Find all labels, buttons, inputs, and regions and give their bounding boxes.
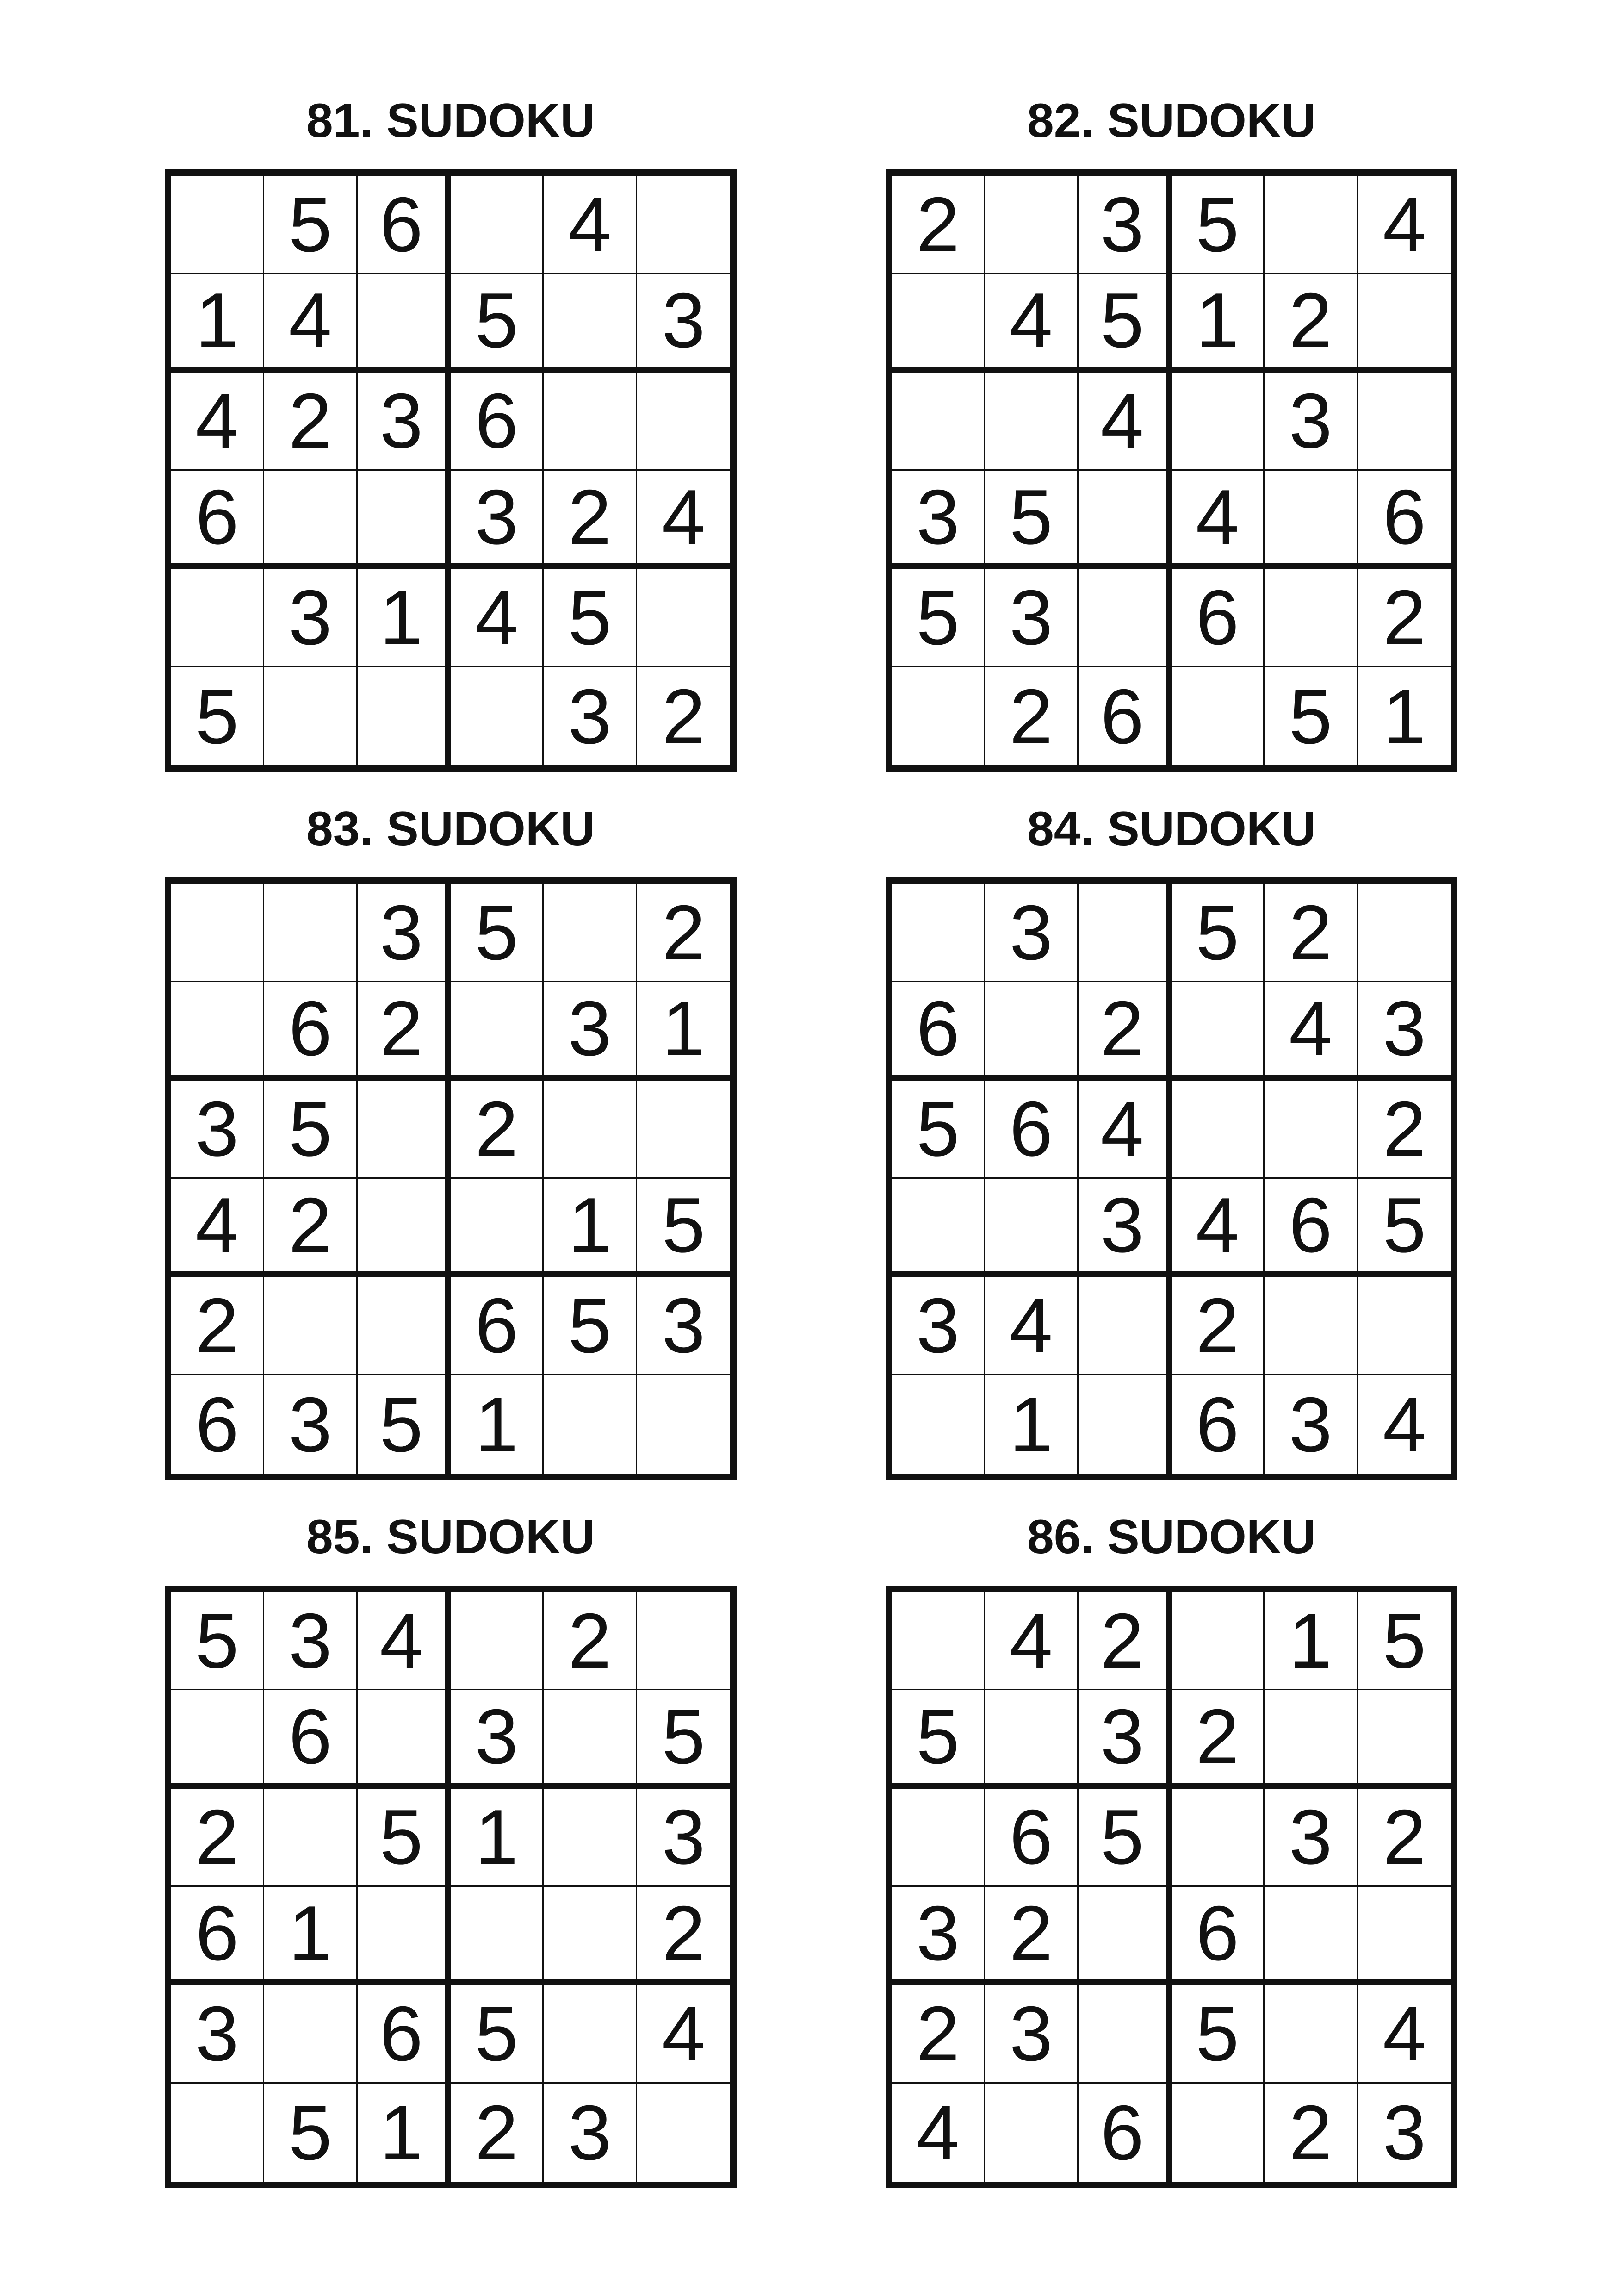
- sudoku-cell: 4: [637, 471, 730, 569]
- sudoku-grid: [165, 877, 737, 1480]
- sudoku-cell: 2: [1172, 1277, 1265, 1375]
- sudoku-cell: [451, 1887, 544, 1985]
- sudoku-cell: 3: [171, 1985, 264, 2083]
- sudoku-cell: 6: [1172, 1887, 1265, 1985]
- sudoku-cell: [892, 1789, 985, 1887]
- sudoku-cell: [171, 1690, 264, 1788]
- sudoku-cell: 2: [544, 1592, 637, 1690]
- sudoku-cell: [637, 176, 730, 274]
- puzzle-title: 85. SUDOKU: [306, 1510, 595, 1564]
- sudoku-cell: 3: [985, 884, 1078, 982]
- sudoku-cell: 5: [171, 667, 264, 765]
- sudoku-cell: 3: [544, 982, 637, 1080]
- sudoku-cell: 1: [171, 274, 264, 372]
- sudoku-cell: 5: [1358, 1179, 1451, 1277]
- sudoku-cell: [637, 373, 730, 471]
- sudoku-cell: [1079, 1887, 1172, 1985]
- sudoku-cell: 5: [358, 1375, 451, 1474]
- sudoku-cell: 3: [1358, 982, 1451, 1080]
- sudoku-cell: 6: [451, 1277, 544, 1375]
- sudoku-cell: [264, 884, 357, 982]
- sudoku-cell: 4: [985, 274, 1078, 372]
- sudoku-cell: 1: [358, 2084, 451, 2182]
- sudoku-cell: [1172, 2084, 1265, 2182]
- sudoku-cell: 6: [1172, 1375, 1265, 1474]
- sudoku-cell: [358, 471, 451, 569]
- sudoku-grid: [886, 877, 1457, 1480]
- sudoku-cell: 1: [1172, 274, 1265, 372]
- sudoku-cell: 3: [985, 569, 1078, 667]
- sudoku-cell: [358, 1277, 451, 1375]
- sudoku-cell: 2: [662, 672, 706, 760]
- sudoku-cell: [985, 1690, 1078, 1788]
- sudoku-cell: 5: [1172, 1985, 1265, 2083]
- sudoku-cell: 4: [358, 1592, 451, 1690]
- sudoku-cell: 5: [264, 2084, 357, 2182]
- sudoku-cell: 4: [171, 1179, 264, 1277]
- sudoku-cell: 5: [264, 1081, 357, 1179]
- sudoku-cell: 4: [1079, 373, 1172, 471]
- sudoku-cell: [264, 1277, 357, 1375]
- sudoku-cell: 3: [1265, 373, 1358, 471]
- sudoku-cell: 6: [264, 982, 357, 1080]
- sudoku-cell: 3: [892, 471, 985, 569]
- sudoku-cell: [1265, 1690, 1358, 1788]
- sudoku-cell: 1: [985, 1375, 1078, 1474]
- sudoku-cell: 4: [264, 274, 357, 372]
- sudoku-cell: [985, 2084, 1078, 2182]
- sudoku-cell: 3: [358, 884, 451, 982]
- sudoku-cell: 3: [264, 569, 357, 667]
- sudoku-cell: [1172, 667, 1265, 765]
- sudoku-cell: [1358, 274, 1451, 372]
- sudoku-cell: [358, 1081, 451, 1179]
- sudoku-cell: 3: [637, 1277, 730, 1375]
- sudoku-cell: 2: [451, 2084, 544, 2182]
- sudoku-cell: 2: [1358, 1081, 1451, 1179]
- sudoku-cell: [358, 274, 451, 372]
- sudoku-cell: [892, 1592, 985, 1690]
- sudoku-cell: 2: [1358, 1789, 1451, 1887]
- sudoku-cell: [1265, 1887, 1358, 1985]
- sudoku-cell: 2: [1172, 1690, 1265, 1788]
- sudoku-cell: [1265, 569, 1358, 667]
- sudoku-cell: [1079, 1277, 1172, 1375]
- sudoku-cell: 2: [637, 1887, 730, 1985]
- sudoku-cell: 2: [358, 982, 451, 1080]
- sudoku-cell: 2: [892, 176, 985, 274]
- sudoku-cell: [264, 667, 357, 765]
- sudoku-cell: [1358, 1887, 1451, 1985]
- sudoku-cell: 5: [171, 1592, 264, 1690]
- sudoku-cell: [1358, 373, 1451, 471]
- sudoku-cell: [1172, 1592, 1265, 1690]
- sudoku-cell: 5: [892, 1081, 985, 1179]
- sudoku-cell: 4: [544, 176, 637, 274]
- sudoku-cell: 3: [1079, 176, 1172, 274]
- sudoku-cell: [358, 1690, 451, 1788]
- sudoku-cell: 1: [451, 1789, 544, 1887]
- sudoku-cell: 4: [985, 1277, 1078, 1375]
- sudoku-cell: 6: [264, 1690, 357, 1788]
- sudoku-cell: 3: [892, 1887, 985, 1985]
- sudoku-cell: 5: [1265, 667, 1358, 765]
- sudoku-cell: 5: [1172, 884, 1265, 982]
- sudoku-cell: [544, 1375, 637, 1474]
- sudoku-cell: 3: [892, 1277, 985, 1375]
- sudoku-cell: 5: [1358, 1592, 1451, 1690]
- sudoku-cell: 3: [358, 373, 451, 471]
- sudoku-cell: [171, 982, 264, 1080]
- sudoku-cell: [637, 1081, 730, 1179]
- sudoku-cell: [1079, 1985, 1172, 2083]
- sudoku-cell: [544, 373, 637, 471]
- sudoku-cell: [1172, 982, 1265, 1080]
- puzzle-title: 84. SUDOKU: [1027, 802, 1316, 856]
- sudoku-cell: [451, 667, 544, 765]
- sudoku-cell: [892, 274, 985, 372]
- sudoku-cell: 2: [1265, 884, 1358, 982]
- sudoku-cell: [1172, 373, 1265, 471]
- sudoku-cell: [544, 1690, 637, 1788]
- sudoku-cell: 1: [544, 1179, 637, 1277]
- sudoku-cell: [171, 569, 264, 667]
- sudoku-cell: 2: [1358, 569, 1451, 667]
- sudoku-cell: 4: [985, 1592, 1078, 1690]
- sudoku-cell: [264, 1985, 357, 2083]
- sudoku-cell: 4: [1382, 1381, 1426, 1468]
- sudoku-cell: 2: [544, 471, 637, 569]
- sudoku-cell: 3: [1265, 1375, 1358, 1474]
- sudoku-cell: 3: [544, 2084, 637, 2182]
- sudoku-cell: 4: [637, 1985, 730, 2083]
- sudoku-cell: 5: [892, 569, 985, 667]
- sudoku-cell: 4: [1079, 1081, 1172, 1179]
- sudoku-cell: 6: [451, 373, 544, 471]
- sudoku-cell: 6: [358, 1985, 451, 2083]
- sudoku-cell: 2: [892, 1985, 985, 2083]
- sudoku-cell: 1: [264, 1887, 357, 1985]
- sudoku-cell: 4: [1358, 1985, 1451, 2083]
- sudoku-cell: [544, 1789, 637, 1887]
- sudoku-cell: 5: [1079, 1789, 1172, 1887]
- sudoku-cell: [1079, 1375, 1172, 1474]
- sudoku-cell: [544, 884, 637, 982]
- sudoku-cell: 1: [1382, 672, 1426, 760]
- sudoku-grid: [165, 1586, 737, 2188]
- sudoku-cell: 5: [451, 1985, 544, 2083]
- sudoku-cell: 4: [1172, 1179, 1265, 1277]
- sudoku-cell: [1358, 884, 1451, 982]
- sudoku-cell: 4: [1358, 176, 1451, 274]
- puzzle-title: 86. SUDOKU: [1027, 1510, 1316, 1564]
- sudoku-cell: [358, 667, 451, 765]
- sudoku-cell: 6: [1079, 667, 1172, 765]
- sudoku-cell: [358, 1179, 451, 1277]
- sudoku-cell: 2: [171, 1277, 264, 1375]
- sudoku-cell: 2: [451, 1081, 544, 1179]
- sudoku-cell: 2: [264, 1179, 357, 1277]
- sudoku-cell: 3: [264, 1375, 357, 1474]
- sudoku-grid: [165, 169, 737, 772]
- sudoku-cell: 3: [1265, 1789, 1358, 1887]
- sudoku-cell: [985, 1179, 1078, 1277]
- sudoku-cell: 5: [544, 1277, 637, 1375]
- sudoku-cell: [1358, 1690, 1451, 1788]
- sudoku-cell: [985, 176, 1078, 274]
- sudoku-cell: 3: [1382, 2089, 1426, 2176]
- sudoku-cell: 2: [1265, 2084, 1358, 2182]
- sudoku-cell: 3: [451, 471, 544, 569]
- sudoku-cell: 6: [171, 471, 264, 569]
- sudoku-cell: 3: [637, 274, 730, 372]
- sudoku-cell: [451, 1179, 544, 1277]
- sudoku-cell: 4: [1172, 471, 1265, 569]
- sudoku-cell: 5: [1079, 274, 1172, 372]
- sudoku-cell: 2: [171, 1789, 264, 1887]
- sudoku-cell: 6: [985, 1081, 1078, 1179]
- sudoku-grid: [886, 169, 1457, 772]
- sudoku-cell: [892, 884, 985, 982]
- sudoku-cell: 2: [1079, 982, 1172, 1080]
- sudoku-cell: 2: [985, 1887, 1078, 1985]
- sudoku-cell: [1079, 569, 1172, 667]
- sudoku-cell: [985, 373, 1078, 471]
- sudoku-cell: 1: [451, 1375, 544, 1474]
- sudoku-cell: 6: [358, 176, 451, 274]
- sudoku-cell: 3: [451, 1690, 544, 1788]
- sudoku-cell: [451, 1592, 544, 1690]
- sudoku-cell: [1265, 471, 1358, 569]
- sudoku-cell: 3: [264, 1592, 357, 1690]
- sudoku-cell: [637, 1375, 730, 1474]
- sudoku-cell: 5: [1172, 176, 1265, 274]
- puzzle-title: 82. SUDOKU: [1027, 94, 1316, 148]
- sudoku-cell: [358, 1887, 451, 1985]
- sudoku-cell: 3: [544, 667, 637, 765]
- sudoku-cell: 6: [1172, 569, 1265, 667]
- sudoku-cell: 6: [1265, 1179, 1358, 1277]
- sudoku-cell: [1172, 1789, 1265, 1887]
- sudoku-cell: 2: [264, 373, 357, 471]
- sudoku-cell: 5: [451, 274, 544, 372]
- sudoku-cell: [985, 982, 1078, 1080]
- sudoku-cell: [171, 2084, 264, 2182]
- sudoku-grid: [886, 1586, 1457, 2188]
- sudoku-cell: [544, 1985, 637, 2083]
- sudoku-cell: 3: [1079, 1179, 1172, 1277]
- sudoku-cell: 5: [264, 176, 357, 274]
- sudoku-cell: [1079, 471, 1172, 569]
- sudoku-cell: [1265, 1985, 1358, 2083]
- sudoku-cell: [637, 569, 730, 667]
- sudoku-cell: 4: [171, 373, 264, 471]
- sudoku-cell: [544, 1887, 637, 1985]
- sudoku-cell: 4: [892, 2084, 985, 2182]
- sudoku-cell: [544, 1081, 637, 1179]
- sudoku-cell: [451, 982, 544, 1080]
- sudoku-cell: 5: [637, 1179, 730, 1277]
- sudoku-cell: 2: [637, 884, 730, 982]
- puzzle-title: 83. SUDOKU: [306, 802, 595, 856]
- sudoku-cell: [1172, 1081, 1265, 1179]
- sudoku-cell: 4: [1265, 982, 1358, 1080]
- sudoku-cell: 3: [171, 1081, 264, 1179]
- sudoku-cell: 5: [544, 569, 637, 667]
- sudoku-cell: [892, 667, 985, 765]
- sudoku-cell: 3: [637, 1789, 730, 1887]
- sudoku-cell: 5: [637, 1690, 730, 1788]
- sudoku-cell: [1079, 884, 1172, 982]
- sudoku-cell: [892, 373, 985, 471]
- sudoku-cell: [171, 176, 264, 274]
- sudoku-cell: [544, 274, 637, 372]
- sudoku-cell: [637, 1592, 730, 1690]
- sudoku-cell: 6: [171, 1887, 264, 1985]
- sudoku-cell: [264, 1789, 357, 1887]
- sudoku-cell: 2: [985, 667, 1078, 765]
- sudoku-cell: 2: [1079, 1592, 1172, 1690]
- sudoku-cell: 6: [985, 1789, 1078, 1887]
- sudoku-cell: 5: [985, 471, 1078, 569]
- sudoku-cell: 6: [171, 1375, 264, 1474]
- sudoku-cell: [892, 1375, 985, 1474]
- sudoku-cell: 3: [1079, 1690, 1172, 1788]
- sudoku-cell: 3: [985, 1985, 1078, 2083]
- sudoku-cell: 6: [892, 982, 985, 1080]
- sudoku-cell: 5: [892, 1690, 985, 1788]
- sudoku-cell: [1265, 1277, 1358, 1375]
- sudoku-cell: 1: [1265, 1592, 1358, 1690]
- sudoku-cell: 5: [358, 1789, 451, 1887]
- sudoku-cell: 4: [451, 569, 544, 667]
- sudoku-cell: [1358, 1277, 1451, 1375]
- sudoku-cell: 1: [637, 982, 730, 1080]
- sudoku-cell: [1265, 176, 1358, 274]
- sudoku-cell: [892, 1179, 985, 1277]
- sudoku-cell: [171, 884, 264, 982]
- sudoku-cell: [264, 471, 357, 569]
- sudoku-cell: 6: [1079, 2084, 1172, 2182]
- sudoku-cell: 5: [451, 884, 544, 982]
- sudoku-cell: [1265, 1081, 1358, 1179]
- puzzle-title: 81. SUDOKU: [306, 94, 595, 148]
- sudoku-cell: 2: [1265, 274, 1358, 372]
- sudoku-cell: 1: [358, 569, 451, 667]
- sudoku-cell: 6: [1358, 471, 1451, 569]
- sudoku-cell: [637, 2084, 730, 2182]
- sudoku-cell: [451, 176, 544, 274]
